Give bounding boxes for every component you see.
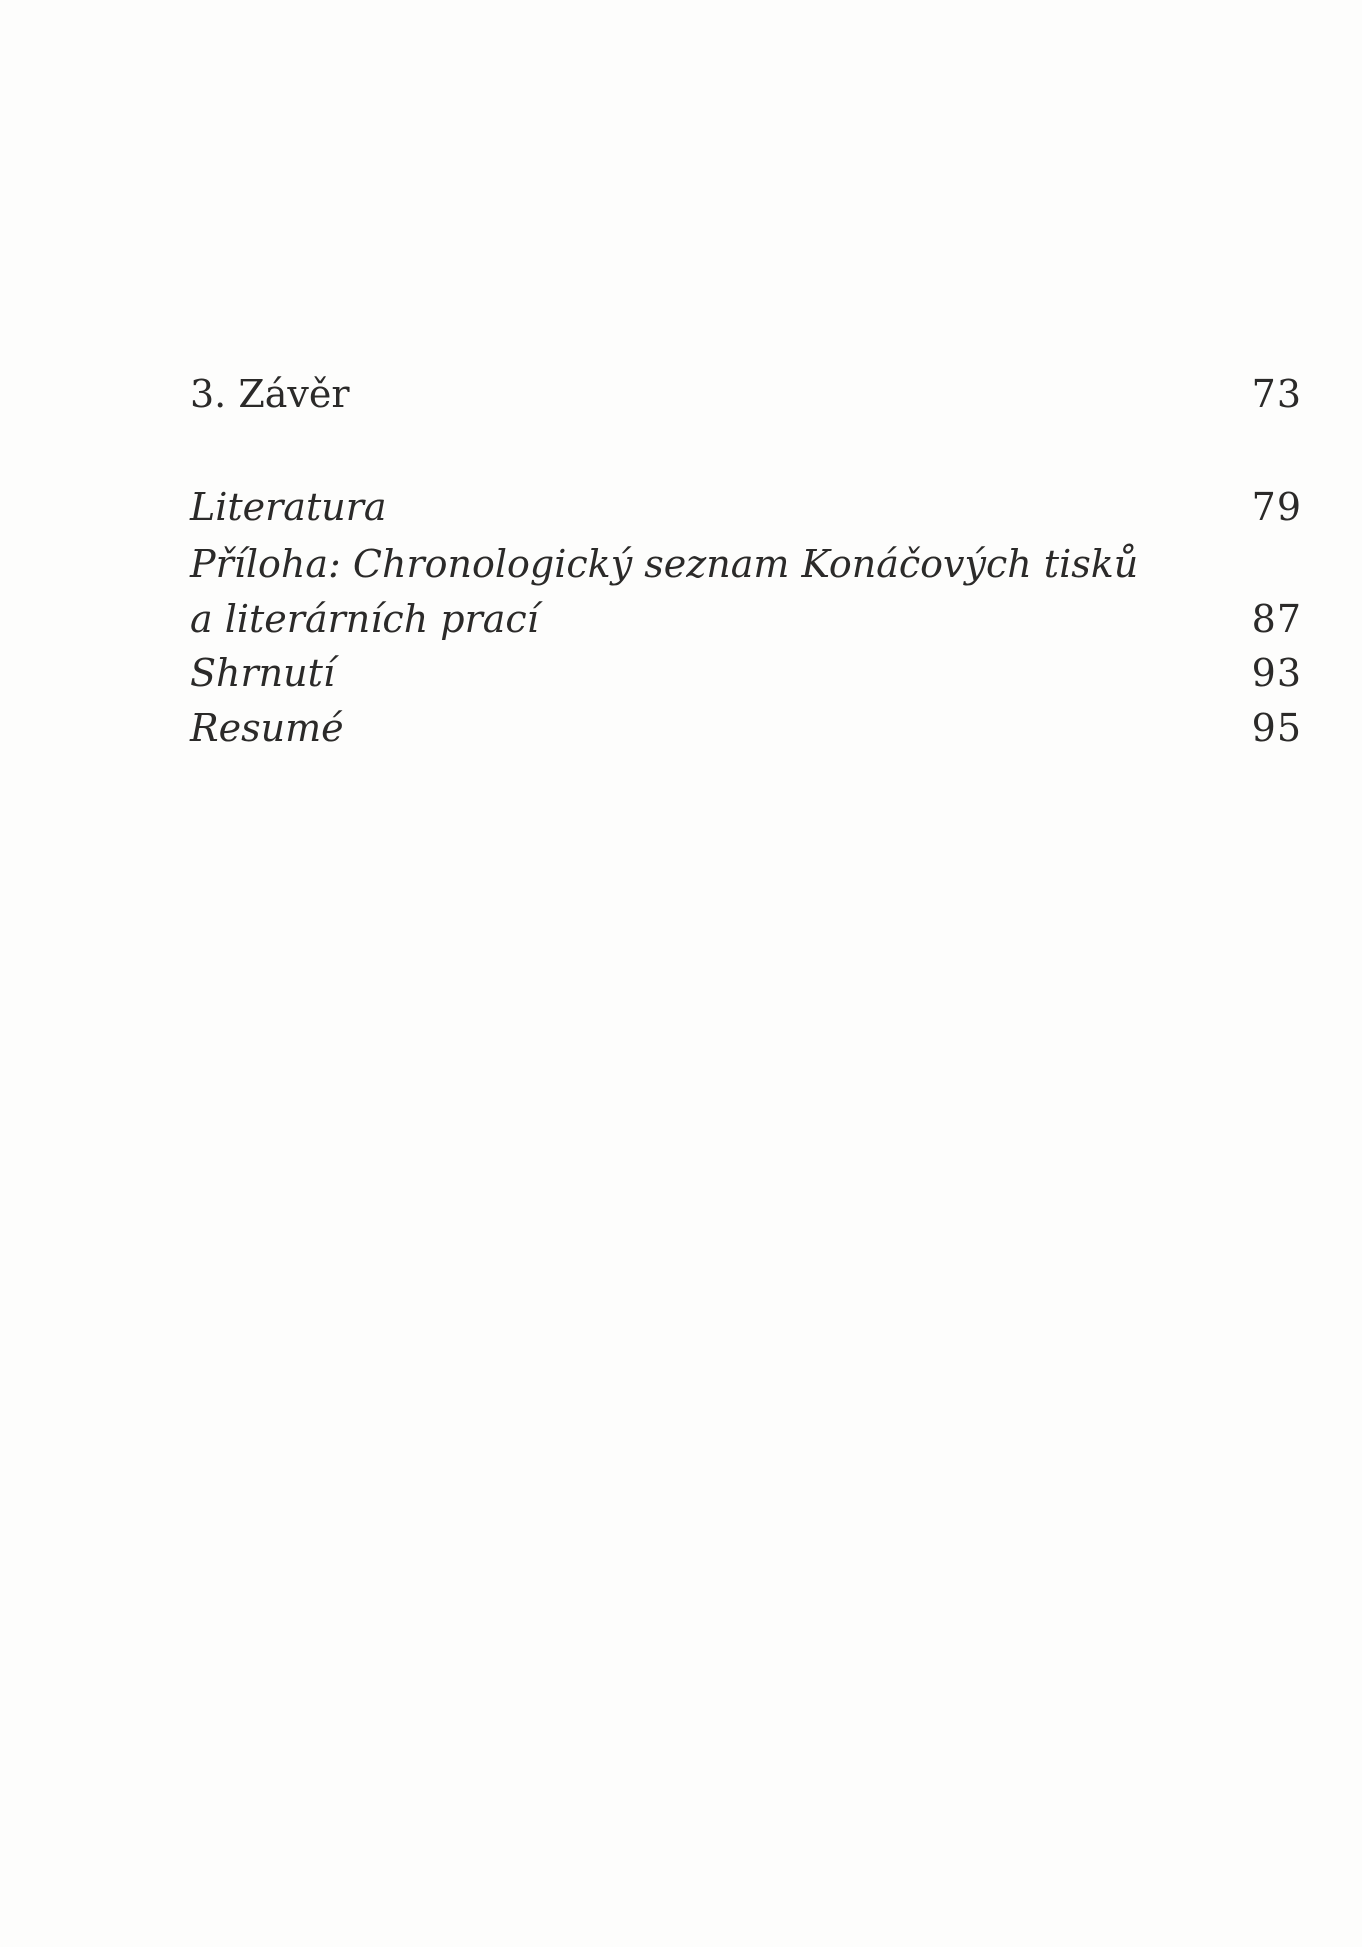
toc-entry-page: 93 xyxy=(1251,651,1302,695)
toc-entry-resume xyxy=(190,700,1302,756)
toc-entry-zaver xyxy=(190,366,1302,422)
toc-entry-title: a literárních prací xyxy=(190,597,539,641)
toc-entry-page: 87 xyxy=(1251,597,1302,641)
toc-entry-title: Shrnutí xyxy=(190,651,336,695)
toc-entry-title: Resumé xyxy=(190,706,344,750)
toc-entry-priloha xyxy=(190,536,1302,592)
toc-entry-page: 95 xyxy=(1251,706,1302,750)
toc-entry-title: Příloha: Chronologický seznam Konáčových tisků xyxy=(190,542,1139,586)
toc-entry-literatura xyxy=(190,479,1302,535)
toc-entry-shrnuti xyxy=(190,645,1302,701)
toc-entry-title: 3. Závěr xyxy=(190,372,350,416)
toc-entry-priloha-continued xyxy=(190,591,1302,647)
toc-entry-page: 79 xyxy=(1251,485,1302,529)
toc-entry-page: 73 xyxy=(1251,372,1302,416)
toc-entry-title: Literatura xyxy=(190,485,387,529)
